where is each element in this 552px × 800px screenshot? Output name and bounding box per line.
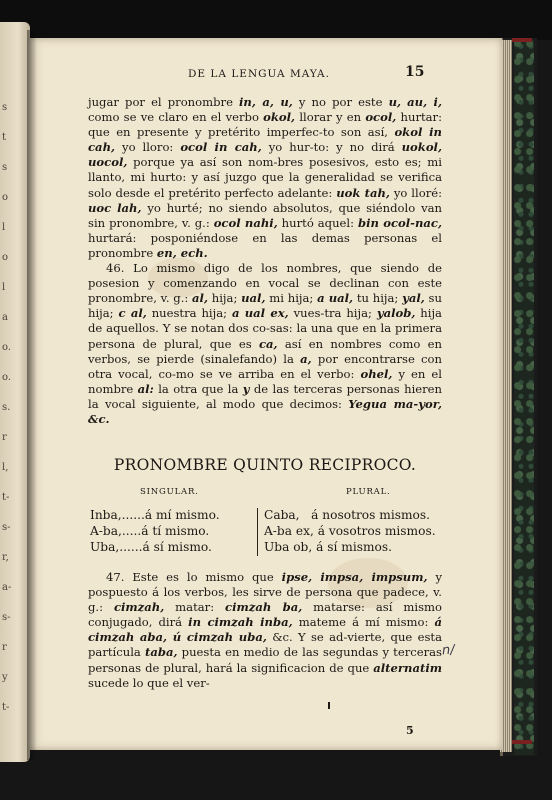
- maya-term: en, ech.: [156, 245, 208, 260]
- maya-term: á cimzah aba, ú cimzah uba,: [88, 615, 443, 645]
- signature-mark: 5: [406, 724, 414, 737]
- running-title: DE LA LENGUA MAYA.: [188, 68, 330, 80]
- maya-term: ocol in cah,: [180, 140, 262, 155]
- maya-term: yor, &c.: [88, 396, 442, 426]
- maya-term: yalob,: [376, 306, 416, 321]
- maya-term: uoc: [88, 200, 112, 215]
- book-page: [28, 38, 502, 750]
- left-page-fragment: t: [2, 132, 7, 143]
- singular-row: Inba,......á mí mismo.: [90, 508, 220, 522]
- gutter-shadow: [27, 30, 37, 760]
- dark-backdrop: [0, 0, 552, 40]
- maya-term: cimzah,: [113, 600, 165, 615]
- left-page-fragment: r: [2, 642, 7, 653]
- plural-row: Uba ob, á sí mismos.: [264, 540, 392, 554]
- maya-term: a ual,: [317, 291, 354, 306]
- singular-label: SINGULAR.: [140, 487, 199, 497]
- maya-term: ocol,: [365, 110, 397, 125]
- maya-term: alternatim: [373, 660, 442, 675]
- maya-term: bin ocol-: [357, 215, 415, 230]
- left-page-fragment: s-: [2, 522, 11, 533]
- body-text-bottom: [88, 570, 442, 691]
- left-page-fragment: o.: [2, 342, 12, 353]
- maya-term: ohel,: [360, 366, 393, 381]
- left-page-fragment: y: [2, 672, 8, 683]
- maya-term: cimzah ba,: [225, 600, 303, 615]
- left-page-fragment: a-: [2, 582, 12, 593]
- left-page-fragment: r: [2, 432, 7, 443]
- maya-term: al:: [137, 381, 154, 396]
- left-page-fragment: t-: [2, 702, 10, 713]
- singular-row: Uba,......á sí mismo.: [90, 540, 212, 554]
- maya-term: al,: [192, 291, 208, 306]
- left-page-fragment: s-: [2, 612, 11, 623]
- maya-term: a,: [300, 351, 312, 366]
- plural-forms: [264, 507, 436, 555]
- maya-term: c al,: [118, 306, 147, 321]
- maya-term: in, a, u,: [239, 95, 293, 109]
- body-text-top: [88, 95, 442, 427]
- left-page-fragment: l: [2, 282, 6, 293]
- maya-term: Yegua ma-: [348, 396, 419, 411]
- column-divider: [257, 508, 258, 556]
- maya-term: ual,: [241, 291, 266, 306]
- left-page-edge: [0, 22, 30, 762]
- maya-term: au, i,: [407, 95, 442, 109]
- maya-term: uok tah,: [336, 185, 390, 200]
- plural-label: PLURAL.: [346, 487, 391, 497]
- cover-band-top: [512, 38, 532, 42]
- left-page-fragment: l: [2, 222, 6, 233]
- left-page-fragment: t-: [2, 492, 10, 503]
- maya-term: nac,: [414, 215, 442, 230]
- plural-row: A-ba ex, á vosotros mismos.: [264, 524, 436, 538]
- maya-term: u,: [388, 95, 402, 109]
- maya-term: ipse, impsa, impsum,: [281, 570, 428, 584]
- left-page-fragment: o.: [2, 372, 12, 383]
- maya-term: y: [242, 381, 250, 396]
- marbled-cover: [514, 40, 534, 755]
- footer-mark: [328, 702, 330, 709]
- section-title: PRONOMBRE QUINTO RECIPROCO.: [113, 456, 417, 474]
- maya-term: in cimzah inba,: [188, 615, 293, 630]
- maya-term: ocol nahi,: [213, 215, 278, 230]
- paragraph-continuation: jugar por el pronombre in, a, u, y no por este u, au, i, como se ve claro en el verbo okol, llorar y en ocol, hurtar: que en presente y pretérito imperfec-to son así, okol in cah, yo lloro: ocol in cah, yo hur-to: y no dirá uokol, uocol, porque ya así son nom-bres posesivos, esto es; mi llanto, mi hurto: y así juzgo que la generalidad se verifica solo desde el pretérito perfecto adelante: uok tah, yo lloré: uoc lah, yo hurté; no siendo absolutos, que siéndolo van sin pronombre, v. g.: ocol nahi, hurtó aquel: bin ocol-nac, hurtará: posponiéndose en las demas personas el pronombre en, ech.: [88, 95, 443, 260]
- singular-row: A-ba,.....á tí mismo.: [90, 524, 210, 538]
- maya-term: yal,: [402, 291, 425, 306]
- maya-term: okol,: [263, 110, 296, 125]
- left-page-fragment: o: [2, 252, 9, 263]
- cover-band-bottom: [512, 740, 532, 744]
- maya-term: okol in cah,: [88, 125, 442, 155]
- paragraph-47: 47. Este es lo mismo que ipse, impsa, impsum, y pospuesto á los verbos, les sirve de persona que padece, v. g.: cimzah, matar: cimzah ba, matarse: así mismo conjugado, dirá in cimzah inba, mateme á mí mismo: á cimzah aba, ú cimzah uba, &c. Y se ad-vierte, que esta partícula taba, puesta en medio de las segundas y terceras personas de plural, hará la significacion de que alternatim sucede lo que el ver-: [88, 570, 443, 690]
- maya-term: ca,: [258, 336, 278, 351]
- left-page-fragment: s: [2, 162, 8, 173]
- left-page-fragment: l,: [2, 462, 9, 473]
- maya-term: a ual ex,: [231, 306, 289, 321]
- left-page-fragment: a: [2, 312, 8, 323]
- paragraph-46: 46. Lo mismo digo de los nombres, que siendo de posesion y comenzando en vocal se declinan con este pronombre, v. g.: al, hija; ual, mi hija; a ual, tu hija; yal, su hija; c al, nuestra hija; a ual ex, vues-tra hija; yalob, hija de aquellos. Y se notan dos co-sas: la una que en la primera persona de plural, que es ca, así en nombres como en verbos, se pierde (sinalefando) la a, por encontrarse con otra vocal, co-mo se ve arriba en el verbo: ohel, y en el nombre al: la otra que la y de las terceras personas hieren la vocal siguiente, al modo que decimos: Yegua ma-yor, &c.: [88, 261, 443, 426]
- left-page-fragment: o: [2, 192, 9, 203]
- singular-forms: [90, 507, 220, 555]
- handwritten-margin-note: n/: [441, 642, 456, 659]
- page-number: 15: [405, 64, 425, 80]
- left-page-fragment: r,: [2, 552, 9, 563]
- left-page-fragment: s.: [2, 402, 11, 413]
- maya-term: uokol, uocol,: [88, 140, 442, 170]
- maya-term: lah,: [117, 200, 142, 215]
- maya-term: taba,: [144, 645, 178, 660]
- left-page-fragment: s: [2, 102, 8, 113]
- plural-row: Caba, á nosotros mismos.: [264, 508, 430, 522]
